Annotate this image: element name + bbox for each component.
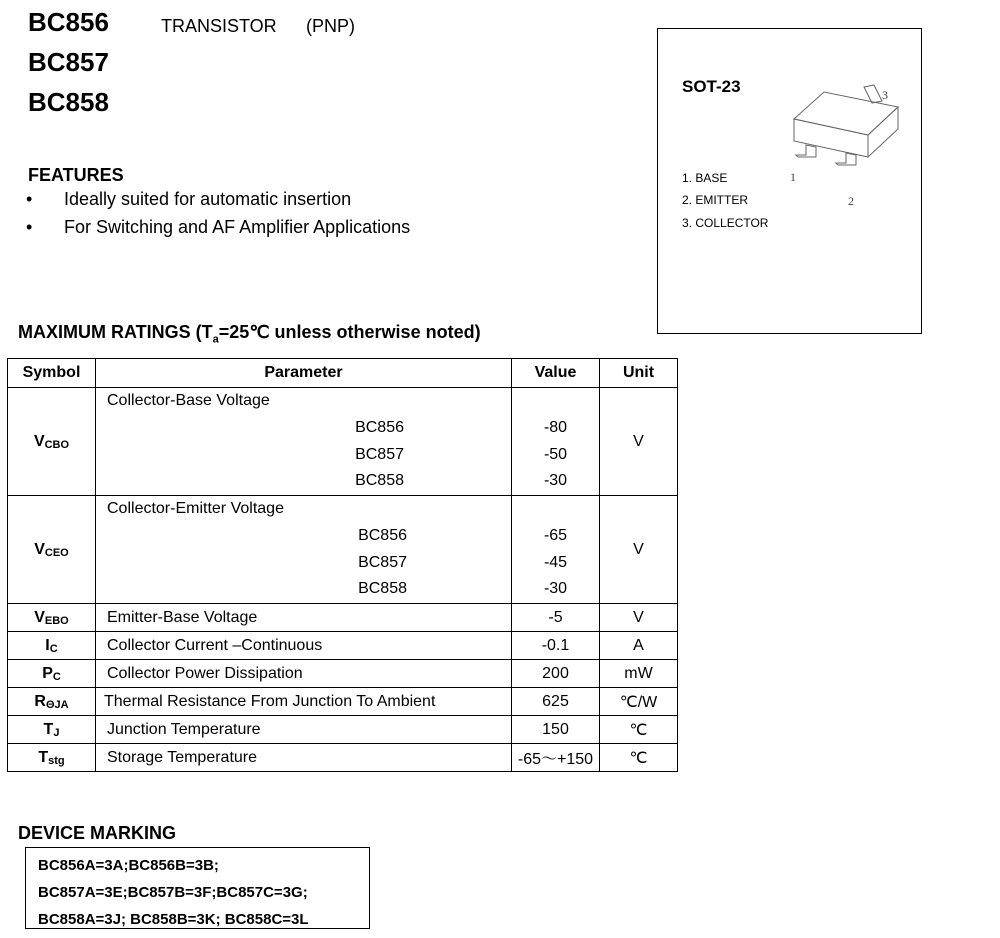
pin-label-base: 1. BASE bbox=[682, 171, 728, 185]
value-vceo: -65 -45 -30 bbox=[512, 496, 600, 604]
value-vcbo: -80 -50 -30 bbox=[512, 388, 600, 496]
unit-vebo: V bbox=[600, 604, 678, 632]
symbol-pc: $P_C$ bbox=[8, 660, 96, 688]
value-vebo: -5 bbox=[512, 604, 600, 632]
symbol-tstg: $T_{stg}$ bbox=[8, 744, 96, 772]
value-ic: -0.1 bbox=[512, 632, 600, 660]
unit-tstg: ℃ bbox=[600, 744, 678, 772]
part-number-bc857: BC857 bbox=[28, 47, 109, 77]
features-heading: FEATURES bbox=[28, 165, 124, 185]
table-row bbox=[8, 496, 678, 604]
value-tstg: -65～+150 bbox=[512, 744, 600, 772]
table-row bbox=[8, 632, 678, 660]
device-polarity: (PNP) bbox=[306, 16, 355, 36]
pin-label-collector: 3. COLLECTOR bbox=[682, 216, 769, 230]
unit-tj: ℃ bbox=[600, 716, 678, 744]
package-box bbox=[657, 28, 922, 334]
param-tstg: Storage Temperature bbox=[96, 744, 512, 772]
param-tj: Junction Temperature bbox=[96, 716, 512, 744]
unit-rtheta-ja: ℃/W bbox=[600, 688, 678, 716]
pin-number-2: 2 bbox=[848, 194, 854, 208]
table-row bbox=[8, 660, 678, 688]
package-name: SOT-23 bbox=[682, 77, 741, 96]
param-vceo: Collector-Emitter Voltage BC856 BC857 BC858 bbox=[96, 496, 512, 604]
param-vebo: Emitter-Base Voltage bbox=[96, 604, 512, 632]
symbol-tj: $T_J$ bbox=[8, 716, 96, 744]
table-row bbox=[8, 716, 678, 744]
symbol-ic: $I_C$ bbox=[8, 632, 96, 660]
col-parameter: Parameter bbox=[96, 359, 512, 388]
feature-item bbox=[26, 189, 351, 210]
bullet-icon: • bbox=[26, 217, 33, 237]
marking-box bbox=[25, 847, 370, 929]
table-header-row bbox=[8, 359, 678, 388]
marking-line: BC856A=3A;BC856B=3B; bbox=[38, 857, 219, 874]
unit-vcbo: V bbox=[600, 388, 678, 496]
value-rtheta-ja: 625 bbox=[512, 688, 600, 716]
marking-line: BC857A=3E;BC857B=3F;BC857C=3G; bbox=[38, 884, 308, 901]
ratings-heading: MAXIMUM RATINGS ($T_a=25℃$ unless otherwise noted) bbox=[18, 322, 481, 346]
table-row bbox=[8, 744, 678, 772]
part-number-bc858: BC858 bbox=[28, 87, 109, 117]
sot23-package-icon bbox=[786, 57, 916, 208]
marking-heading: DEVICE MARKING bbox=[18, 823, 177, 843]
pin-number-1: 1 bbox=[790, 170, 796, 184]
value-tj: 150 bbox=[512, 716, 600, 744]
col-symbol: Symbol bbox=[8, 359, 96, 388]
bullet-icon: • bbox=[26, 189, 33, 209]
pin-label-emitter: 2. EMITTER bbox=[682, 193, 749, 207]
table-row bbox=[8, 688, 678, 716]
symbol-vebo: $V_{EBO}$ bbox=[8, 604, 96, 632]
marking-line: BC858A=3J; BC858B=3K; BC858C=3L bbox=[38, 911, 309, 928]
param-pc: Collector Power Dissipation bbox=[96, 660, 512, 688]
symbol-rtheta-ja: $R_{\Theta JA}$ bbox=[8, 688, 96, 716]
table-row bbox=[8, 388, 678, 496]
param-vcbo: Collector-Base Voltage BC856 BC857 BC858 bbox=[96, 388, 512, 496]
symbol-vcbo: $V_{CBO}$ bbox=[8, 388, 96, 496]
col-value: Value bbox=[512, 359, 600, 388]
feature-text: Ideally suited for automatic insertion bbox=[64, 189, 352, 209]
max-ratings-table bbox=[7, 358, 678, 772]
unit-pc: mW bbox=[600, 660, 678, 688]
unit-vceo: V bbox=[600, 496, 678, 604]
table-row bbox=[8, 604, 678, 632]
param-rtheta-ja: Thermal Resistance From Junction To Ambient bbox=[96, 688, 512, 716]
symbol-vceo: $V_{CEO}$ bbox=[8, 496, 96, 604]
feature-text: For Switching and AF Amplifier Applications bbox=[64, 217, 411, 237]
pin-number-3: 3 bbox=[882, 88, 888, 102]
device-type: TRANSISTOR bbox=[161, 16, 277, 36]
part-number-bc856: BC856 bbox=[28, 7, 109, 37]
feature-item bbox=[26, 217, 410, 238]
param-ic: Collector Current –Continuous bbox=[96, 632, 512, 660]
value-pc: 200 bbox=[512, 660, 600, 688]
col-unit: Unit bbox=[600, 359, 678, 388]
unit-ic: A bbox=[600, 632, 678, 660]
